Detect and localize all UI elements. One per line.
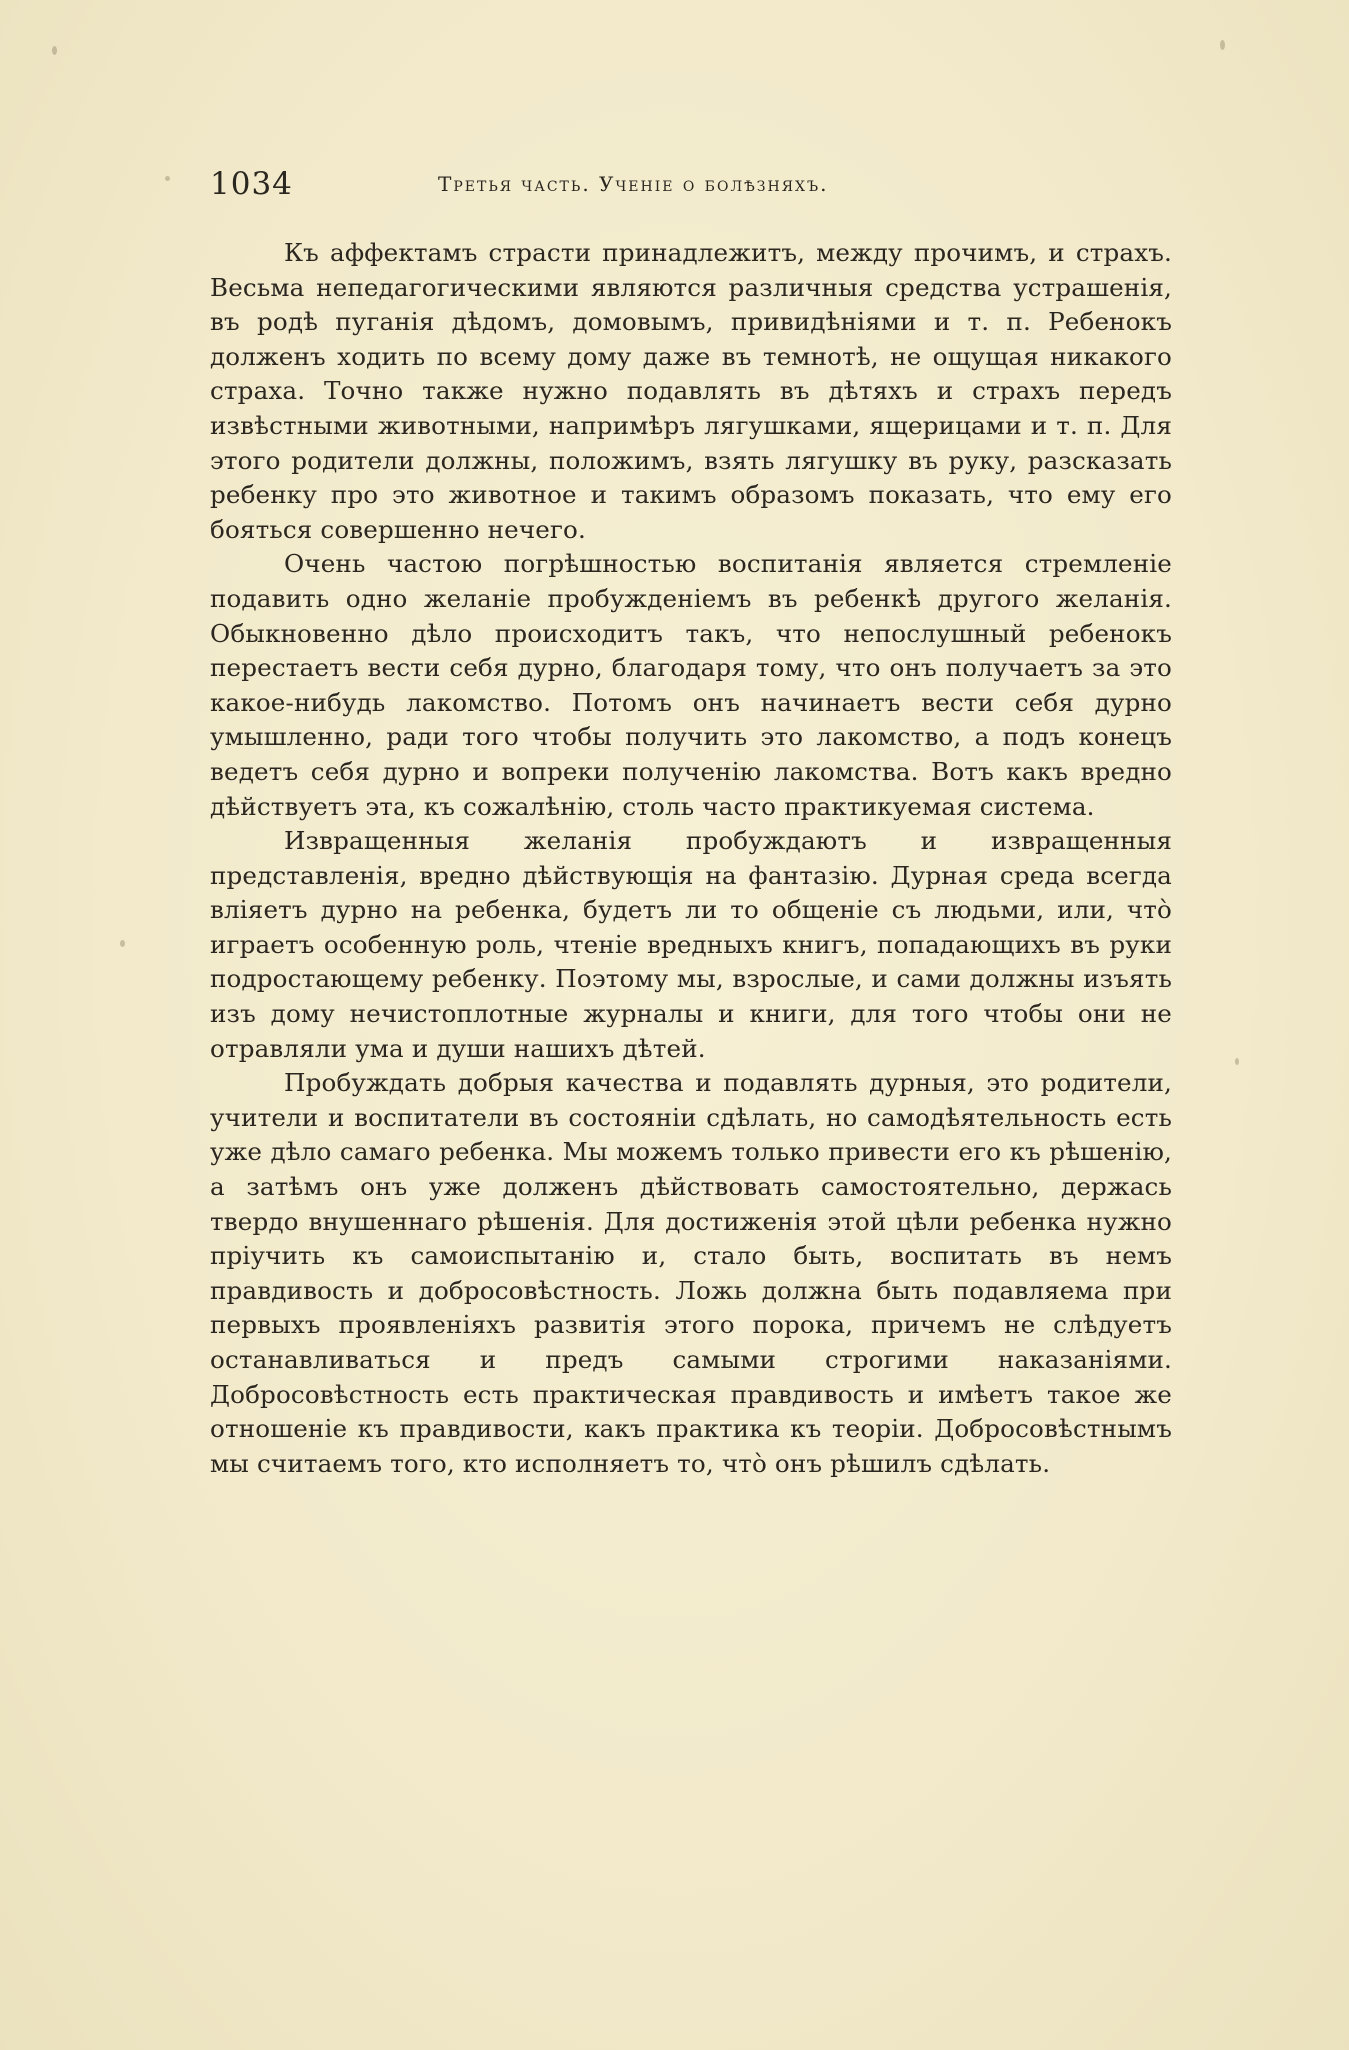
running-head: Третья часть. Ученіе о болѣзняхъ. xyxy=(438,172,829,196)
body-text xyxy=(210,236,1172,1481)
page-number: 1034 xyxy=(210,166,293,202)
paper-speck xyxy=(1220,40,1225,50)
paragraph: Извращенныя желанія пробуждаютъ и извращенныя представленія, вредно дѣйствующія на фантазію. Дурная среда всегда вліяетъ дурно на ребенка, будетъ ли то общеніе съ людьми, или, что̀ играетъ особенную роль, чтеніе вредныхъ книгъ, попадающихъ въ руки подростающему ребенку. Поэтому мы, взрослые, и сами должны изъять изъ дому нечистоплотные журналы и книги, для того чтобы они не отравляли ума и души нашихъ дѣтей. xyxy=(210,826,1172,1063)
paper-speck xyxy=(1235,1058,1239,1065)
paper-speck xyxy=(165,176,170,181)
paper-speck xyxy=(120,940,125,947)
paragraph: Пробуждать добрыя качества и подавлять дурныя, это родители, учители и воспитатели въ состояніи сдѣлать, но самодѣятельность есть уже дѣло самаго ребенка. Мы можемъ только привести его къ рѣшенію, а затѣмъ онъ уже долженъ дѣйствовать самостоятельно, держась твердо внушеннаго рѣшенія. Для достиженія этой цѣли ребенка нужно пріучить къ самоиспытанію и, стало быть, воспитать въ немъ правдивость и добросовѣстность. Ложь должна быть подавляема при первыхъ проявленіяхъ развитія этого порока, причемъ не слѣдуетъ останавливаться и предъ самыми строгими наказаніями. Добросовѣстность есть практическая правдивость и имѣетъ такое же отношеніе къ правдивости, какъ практика къ теоріи. Добросовѣстнымъ мы считаемъ того, кто исполняетъ то, что̀ онъ рѣшилъ сдѣлать. xyxy=(210,1068,1172,1478)
page-header xyxy=(210,166,1170,206)
paragraph: Очень частою погрѣшностью воспитанія является стремленіе подавить одно желаніе пробужденіемъ въ ребенкѣ другого желанія. Обыкновенно дѣло происходитъ такъ, что непослушный ребенокъ перестаетъ вести себя дурно, благодаря тому, что онъ получаетъ за это какое-нибудь лакомство. Потомъ онъ начинаетъ вести себя дурно умышленно, ради того чтобы получить это лакомство, а подъ конецъ ведетъ себя дурно и вопреки полученію лакомства. Вотъ какъ вредно дѣйствуетъ эта, къ сожалѣнію, столь часто практикуемая система. xyxy=(210,549,1172,821)
paper-speck xyxy=(52,46,57,55)
paragraph: Къ аффектамъ страсти принадлежитъ, между прочимъ, и страхъ. Весьма непедагогическими являются различныя средства устрашенія, въ родѣ пуганія дѣдомъ, домовымъ, привидѣніями и т. п. Ребенокъ долженъ ходить по всему дому даже въ темнотѣ, не ощущая никакого страха. Точно также нужно подавлять въ дѣтяхъ и страхъ передъ извѣстными животными, напримѣръ лягушками, ящерицами и т. п. Для этого родители должны, положимъ, взять лягушку въ руку, разсказать ребенку про это животное и такимъ образомъ показать, что ему его бояться совершенно нечего. xyxy=(210,238,1172,544)
